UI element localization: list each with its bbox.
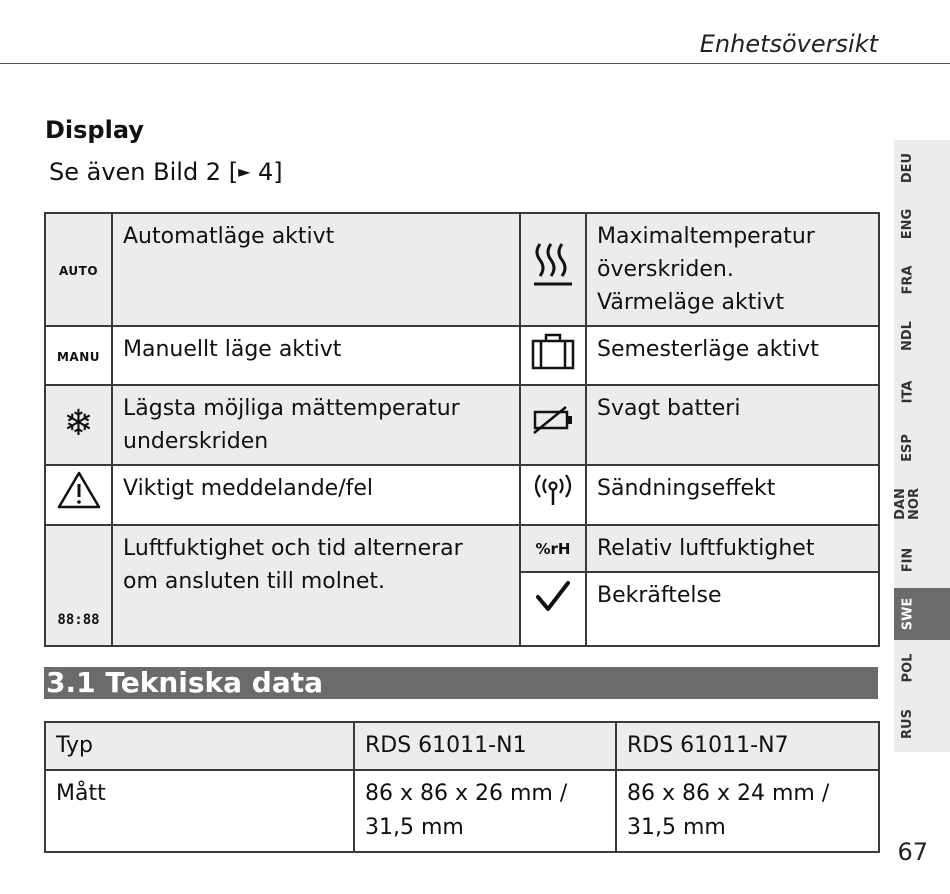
table-row	[45, 385, 879, 465]
table-header-row	[45, 722, 879, 770]
header-type: Typ	[45, 722, 354, 770]
snowflake-icon: ❄	[45, 385, 112, 465]
dimensions-n7	[616, 770, 879, 852]
checkmark-icon	[520, 572, 586, 646]
reference-arrow-icon: ►	[238, 162, 251, 181]
relative-humidity-icon: %rH	[520, 525, 586, 572]
max-temp-line2: överskriden.	[597, 257, 734, 282]
max-temperature-description	[586, 213, 879, 326]
dimensions-n7-line1: 86 x 86 x 24 mm /	[627, 781, 830, 806]
header-divider	[0, 63, 950, 64]
header-title: Enhetsöversikt	[699, 30, 878, 58]
humidity-time-line1: Luftfuktighet och tid alternerar	[123, 536, 463, 561]
humidity-time-line2: om ansluten till molnet.	[123, 569, 385, 594]
page-number: 67	[897, 838, 928, 866]
dimensions-n7-line2: 31,5 mm	[627, 815, 726, 840]
table-row	[45, 326, 879, 385]
tab-dan-nor[interactable]: DAN NOR	[893, 488, 922, 520]
holiday-mode-description: Semesterläge aktivt	[586, 326, 879, 385]
tab-eng[interactable]: ENG	[900, 208, 915, 240]
display-symbols-table	[44, 212, 880, 647]
manual-mode-description: Manuellt läge aktivt	[112, 326, 520, 385]
humidity-time-description	[112, 525, 520, 646]
min-temp-line1: Lägsta möjliga mättemperatur	[123, 396, 460, 421]
warning-icon	[45, 465, 112, 525]
tab-rus[interactable]: RUS	[900, 709, 915, 739]
tab-esp[interactable]: ESP	[900, 434, 915, 462]
dimensions-n1-line1: 86 x 86 x 26 mm /	[365, 781, 568, 806]
radio-signal-icon	[520, 465, 586, 525]
manual-mode-icon: MANU	[45, 326, 112, 385]
tab-fra[interactable]: FRA	[900, 265, 916, 295]
dimensions-label: Mått	[45, 770, 354, 852]
see-also-prefix: Se även Bild 2 [	[49, 158, 239, 186]
max-temp-line3: Värmeläge aktivt	[597, 290, 785, 315]
min-temperature-description	[112, 385, 520, 465]
confirmation-description: Bekräftelse	[586, 572, 879, 646]
suitcase-icon	[520, 326, 586, 385]
see-also-reference	[49, 158, 283, 186]
min-temp-line2: underskriden	[123, 429, 269, 454]
table-row	[45, 525, 879, 572]
relative-humidity-description: Relativ luftfuktighet	[586, 525, 879, 572]
battery-low-icon	[520, 385, 586, 465]
table-row	[45, 213, 879, 326]
heating-icon	[520, 213, 586, 326]
max-temp-line1: Maximaltemperatur	[597, 224, 815, 249]
auto-mode-description: Automatläge aktivt	[112, 213, 520, 326]
tech-data-table	[44, 721, 880, 853]
warning-description: Viktigt meddelande/fel	[112, 465, 520, 525]
dimensions-n1-line2: 31,5 mm	[365, 815, 464, 840]
tab-fin[interactable]: FIN	[899, 547, 915, 573]
tab-deu[interactable]: DEU	[900, 152, 916, 184]
dimensions-n1	[354, 770, 616, 852]
see-also-suffix: 4]	[250, 158, 283, 186]
tab-ita[interactable]: ITA	[899, 380, 915, 404]
table-row	[45, 465, 879, 525]
digits-display-icon: 88:88	[45, 525, 112, 646]
header-model-n1: RDS 61011-N1	[354, 722, 616, 770]
tab-ndl[interactable]: NDL	[900, 321, 915, 351]
tab-swe[interactable]: SWE	[894, 588, 950, 640]
header-model-n7: RDS 61011-N7	[616, 722, 879, 770]
display-heading: Display	[45, 116, 144, 144]
low-battery-description: Svagt batteri	[586, 385, 879, 465]
transmit-power-description: Sändningseffekt	[586, 465, 879, 525]
tab-pol[interactable]: POL	[900, 653, 915, 683]
section-heading-tech-data: 3.1 Tekniska data	[44, 667, 878, 699]
language-tabs	[894, 140, 950, 752]
table-row	[45, 770, 879, 852]
auto-mode-icon: AUTO	[45, 213, 112, 326]
